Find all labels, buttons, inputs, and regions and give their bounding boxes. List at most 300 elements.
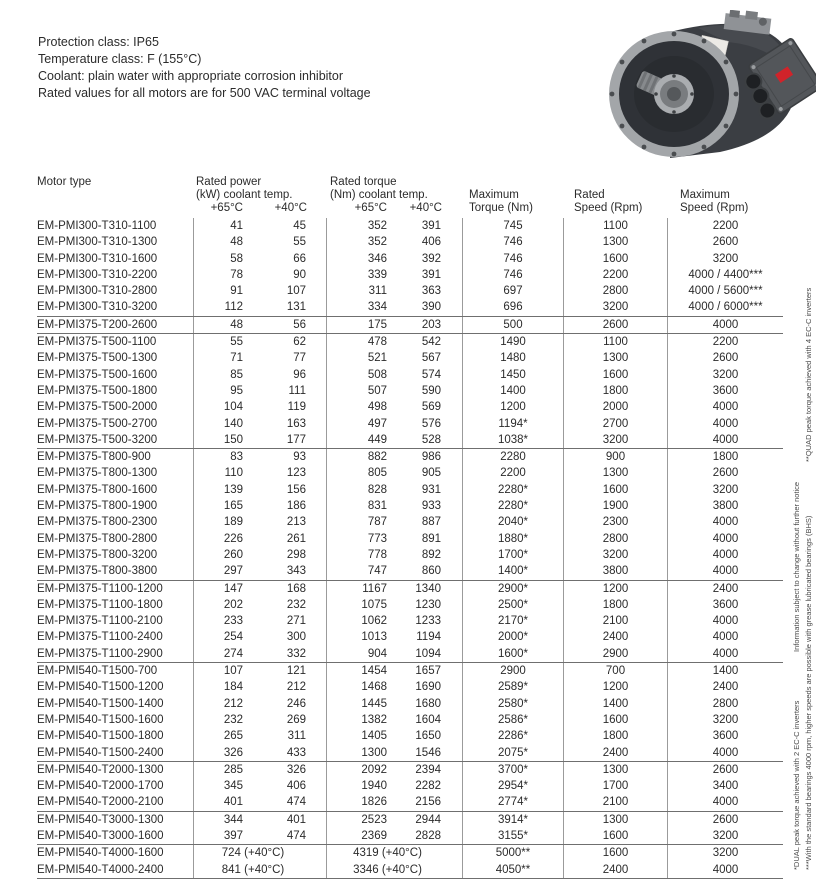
motor-type-cell: EM-PMI375-T800-1900 <box>37 498 194 514</box>
rated-speed-cell: 1200 <box>564 581 668 597</box>
max-torque-cell: 1490 <box>463 334 564 350</box>
motor-type-cell: EM-PMI300-T310-2800 <box>37 283 194 299</box>
rated-speed-cell: 1600 <box>564 367 668 383</box>
rated-power-40-cell: 156 <box>262 482 327 498</box>
rated-speed-cell: 2800 <box>564 283 668 299</box>
rated-speed-cell: 1100 <box>564 218 668 234</box>
max-torque-cell: 2075* <box>463 745 564 761</box>
rated-speed-cell: 1800 <box>564 728 668 744</box>
rated-power-40-cell: 123 <box>262 465 327 481</box>
max-speed-cell: 3600 <box>712 730 739 743</box>
max-speed-cell: 4000 <box>712 631 739 644</box>
rated-torque-40-cell: 1233 <box>395 613 463 629</box>
rated-torque-65-cell: 828 <box>367 483 387 496</box>
col-header-motor-type: Motor type <box>37 176 92 188</box>
spec-info-block <box>38 34 371 102</box>
rated-torque-65-cell: 1445 <box>361 697 387 710</box>
rated-speed-cell: 900 <box>564 449 668 465</box>
table-row <box>37 498 783 514</box>
rated-power-65-cell: 48 <box>230 236 243 249</box>
max-speed-cell: 4000 <box>712 318 739 331</box>
rated-torque-65-cell: 831 <box>367 500 387 513</box>
rated-power-65-cell: 55 <box>230 336 243 349</box>
rated-torque-65-cell: 449 <box>367 433 387 446</box>
max-torque-cell: 696 <box>463 299 564 315</box>
max-torque-cell: 2170* <box>463 613 564 629</box>
rated-power-65-cell: 254 <box>223 631 243 644</box>
table-row <box>37 449 783 465</box>
max-speed-cell: 3600 <box>712 598 739 611</box>
motor-type-cell: EM-PMI375-T500-1600 <box>37 367 194 383</box>
table-group <box>37 812 783 846</box>
motor-type-cell: EM-PMI540-T3000-1600 <box>37 828 194 844</box>
motor-type-cell: EM-PMI375-T500-2000 <box>37 399 194 415</box>
max-speed-cell: 2600 <box>712 467 739 480</box>
rated-torque-65-cell: 507 <box>367 384 387 397</box>
table-row <box>37 563 783 579</box>
motor-type-cell: EM-PMI375-T800-1300 <box>37 465 194 481</box>
motor-type-cell: EM-PMI375-T800-3800 <box>37 563 194 579</box>
rated-power-65-cell: 184 <box>223 681 243 694</box>
rated-speed-cell: 1600 <box>564 845 668 861</box>
motor-type-cell: EM-PMI375-T800-2800 <box>37 531 194 547</box>
table-row <box>37 794 783 810</box>
rated-power-65-cell: 104 <box>223 401 243 414</box>
rated-torque-65-cell: 1468 <box>361 681 387 694</box>
rated-torque-65-cell: 2369 <box>361 829 387 842</box>
table-row <box>37 581 783 597</box>
table-row <box>37 482 783 498</box>
max-torque-cell: 2280* <box>463 498 564 514</box>
col-header-rated-speed: Rated <box>574 189 605 201</box>
table-row <box>37 778 783 794</box>
rated-torque-65-cell: 521 <box>367 352 387 365</box>
rated-torque-40-cell: 567 <box>395 350 463 366</box>
rated-torque-40-cell: 1546 <box>395 745 463 761</box>
max-torque-cell: 1450 <box>463 367 564 383</box>
motor-type-cell: EM-PMI375-T200-2600 <box>37 317 194 333</box>
table-row <box>37 234 783 250</box>
rated-torque-40-cell: 887 <box>395 514 463 530</box>
rated-power-40-cell: 163 <box>262 416 327 432</box>
max-speed-cell: 3200 <box>712 483 739 496</box>
max-speed-cell: 3200 <box>712 252 739 265</box>
rated-power-65-cell: 401 <box>223 796 243 809</box>
rated-torque-65-cell: 882 <box>367 451 387 464</box>
max-speed-cell: 2200 <box>712 220 739 232</box>
rated-speed-cell: 3200 <box>564 547 668 563</box>
rated-torque-40-cell: 391 <box>395 218 463 234</box>
rated-torque-40-cell: 860 <box>395 563 463 579</box>
rated-speed-cell: 1600 <box>564 251 668 267</box>
rated-speed-cell: 2600 <box>564 317 668 333</box>
motor-type-cell: EM-PMI375-T1100-2400 <box>37 629 194 645</box>
rated-speed-cell: 3200 <box>564 432 668 448</box>
col-header-power-40c: +40°C <box>274 202 307 214</box>
rated-torque-40-cell: 905 <box>395 465 463 481</box>
max-speed-cell: 4000 <box>712 516 739 529</box>
motor-type-cell: EM-PMI540-T1500-2400 <box>37 745 194 761</box>
max-speed-cell: 3200 <box>712 829 739 842</box>
motor-type-cell: EM-PMI375-T1100-2100 <box>37 613 194 629</box>
motor-type-cell: EM-PMI300-T310-1100 <box>37 218 194 234</box>
spec-line-temperature-class: Temperature class: F (155°C) <box>38 52 202 66</box>
max-torque-cell: 2500* <box>463 597 564 613</box>
max-speed-cell: 3200 <box>712 368 739 381</box>
rated-power-40-cell: 300 <box>262 629 327 645</box>
rated-torque-40-cell: 542 <box>395 334 463 350</box>
col-header-rated-torque-sub: (Nm) coolant temp. <box>330 189 428 201</box>
motor-type-cell: EM-PMI375-T800-3200 <box>37 547 194 563</box>
rated-power-40-cell: 96 <box>262 367 327 383</box>
max-speed-cell: 3600 <box>712 384 739 397</box>
rated-torque-65-cell: 747 <box>367 565 387 578</box>
rated-torque-65-cell: 1382 <box>361 713 387 726</box>
rated-torque-65-cell: 334 <box>367 301 387 314</box>
rated-power-40-cell: 298 <box>262 547 327 563</box>
rated-power-40-cell: 66 <box>262 251 327 267</box>
rated-power-65-cell: 91 <box>230 285 243 298</box>
rated-speed-cell: 1700 <box>564 778 668 794</box>
table-row <box>37 812 783 828</box>
rated-power-40-cell: 406 <box>262 778 327 794</box>
max-torque-cell: 1600* <box>463 646 564 662</box>
rated-power-40-cell: 93 <box>262 449 327 465</box>
motor-type-cell: EM-PMI375-T1100-1800 <box>37 597 194 613</box>
rated-torque-65-cell: 497 <box>367 417 387 430</box>
max-speed-cell: 4000 / 6000*** <box>688 301 763 314</box>
table-row <box>37 399 783 415</box>
rated-speed-cell: 2000 <box>564 399 668 415</box>
rated-torque-65-cell: 498 <box>367 401 387 414</box>
max-torque-cell: 2580* <box>463 696 564 712</box>
table-group <box>37 845 783 879</box>
rated-power-40-cell: 401 <box>262 812 327 828</box>
rated-power-65-cell: 140 <box>223 417 243 430</box>
motor-type-cell: EM-PMI375-T1100-1200 <box>37 581 194 597</box>
electric-motor-photo <box>598 10 816 168</box>
rated-speed-cell: 1600 <box>564 482 668 498</box>
rated-torque-40-cell: 1657 <box>395 663 463 679</box>
motor-type-cell: EM-PMI540-T4000-1600 <box>37 845 194 861</box>
max-torque-cell: 745 <box>463 218 564 234</box>
footnote-standard-bearings: ***With the standard bearings 4000 rpm, higher speeds are possible with grease lubricated bearings (BHS) <box>804 515 813 870</box>
max-speed-cell: 4000 <box>712 863 739 876</box>
table-group <box>37 762 783 812</box>
rated-speed-cell: 3800 <box>564 563 668 579</box>
max-torque-cell: 1194* <box>463 416 564 432</box>
motor-type-cell: EM-PMI540-T3000-1300 <box>37 812 194 828</box>
motor-type-cell: EM-PMI375-T1100-2900 <box>37 646 194 662</box>
table-row <box>37 679 783 695</box>
rated-torque-40-cell: 1650 <box>395 728 463 744</box>
table-row <box>37 762 783 778</box>
rated-torque-65-cell: 1826 <box>361 796 387 809</box>
rated-power-65-cell: 260 <box>223 548 243 561</box>
rated-speed-cell: 2400 <box>564 862 668 878</box>
table-row <box>37 845 783 861</box>
table-row <box>37 696 783 712</box>
max-speed-cell: 4000 / 5600*** <box>688 285 763 298</box>
rated-torque-65-cell: 1075 <box>361 598 387 611</box>
rated-torque-65-cell: 1454 <box>361 665 387 678</box>
motor-type-cell: EM-PMI540-T1500-1400 <box>37 696 194 712</box>
rated-torque-40-cell: 390 <box>395 299 463 315</box>
rated-torque-65-cell: 2523 <box>361 813 387 826</box>
max-torque-cell: 746 <box>463 234 564 250</box>
rated-power-65-cell: 189 <box>223 516 243 529</box>
rated-power-65-cell: 85 <box>230 368 243 381</box>
max-speed-cell: 2200 <box>712 336 739 349</box>
rated-speed-cell: 2400 <box>564 629 668 645</box>
rated-power-65-cell: 83 <box>230 451 243 464</box>
rated-torque-65-cell: 346 <box>367 252 387 265</box>
rated-power-40-cell: 343 <box>262 563 327 579</box>
rated-power-65-cell: 95 <box>230 384 243 397</box>
table-row <box>37 613 783 629</box>
col-header-rated-torque: Rated torque <box>330 176 397 188</box>
rated-speed-cell: 1300 <box>564 350 668 366</box>
rated-speed-cell: 1200 <box>564 679 668 695</box>
rated-torque-40-cell: 933 <box>395 498 463 514</box>
max-speed-cell: 3200 <box>712 847 739 860</box>
rated-power-65-cell: 202 <box>223 598 243 611</box>
max-speed-cell: 3400 <box>712 780 739 793</box>
max-speed-cell: 4000 <box>712 548 739 561</box>
rated-torque-40-cell: 2156 <box>395 794 463 810</box>
max-torque-cell: 5000** <box>463 845 564 861</box>
rated-speed-cell: 2100 <box>564 794 668 810</box>
rated-power-40-cell: 168 <box>262 581 327 597</box>
table-row <box>37 251 783 267</box>
rated-power-65-cell: 265 <box>223 730 243 743</box>
rated-power-65-cell: 147 <box>223 582 243 595</box>
rated-torque-65-cell: 1013 <box>361 631 387 644</box>
col-header-max-speed: Maximum <box>680 189 730 201</box>
table-row <box>37 416 783 432</box>
rated-torque-65-cell: 904 <box>367 647 387 660</box>
rated-speed-cell: 1800 <box>564 383 668 399</box>
rated-torque-65-cell: 352 <box>367 236 387 249</box>
rated-torque-40-cell: 590 <box>395 383 463 399</box>
rated-torque-40-cell: 2944 <box>395 812 463 828</box>
table-row <box>37 547 783 563</box>
max-torque-cell: 2774* <box>463 794 564 810</box>
motor-type-cell: EM-PMI375-T800-900 <box>37 449 194 465</box>
rated-power-merged-cell: 724 (+40°C) <box>194 845 327 861</box>
rated-speed-cell: 1600 <box>564 828 668 844</box>
rated-torque-40-cell: 1690 <box>395 679 463 695</box>
table-row <box>37 828 783 844</box>
col-header-power-65c: +65°C <box>210 202 243 214</box>
rated-speed-cell: 1300 <box>564 465 668 481</box>
rated-power-40-cell: 121 <box>262 663 327 679</box>
rated-torque-65-cell: 175 <box>367 318 387 331</box>
max-torque-cell: 3155* <box>463 828 564 844</box>
max-speed-cell: 2800 <box>712 697 739 710</box>
rated-power-40-cell: 62 <box>262 334 327 350</box>
table-row <box>37 712 783 728</box>
max-torque-cell: 746 <box>463 267 564 283</box>
rated-torque-40-cell: 1604 <box>395 712 463 728</box>
rated-torque-65-cell: 508 <box>367 368 387 381</box>
col-header-rated-speed-sub: Speed (Rpm) <box>574 202 643 214</box>
rated-power-40-cell: 186 <box>262 498 327 514</box>
rated-torque-40-cell: 569 <box>395 399 463 415</box>
motor-type-cell: EM-PMI540-T1500-1800 <box>37 728 194 744</box>
rated-power-65-cell: 139 <box>223 483 243 496</box>
table-group <box>37 663 783 762</box>
rated-power-40-cell: 246 <box>262 696 327 712</box>
table-row <box>37 218 783 234</box>
motor-type-cell: EM-PMI300-T310-3200 <box>37 299 194 315</box>
col-header-torque-40c: +40°C <box>409 202 442 214</box>
rated-power-40-cell: 433 <box>262 745 327 761</box>
rated-torque-65-cell: 311 <box>368 285 387 298</box>
table-row <box>37 367 783 383</box>
table-row <box>37 629 783 645</box>
max-torque-cell: 1400* <box>463 563 564 579</box>
rated-torque-40-cell: 392 <box>395 251 463 267</box>
rated-torque-40-cell: 2394 <box>395 762 463 778</box>
motor-type-cell: EM-PMI300-T310-1300 <box>37 234 194 250</box>
max-speed-cell: 4000 <box>712 433 739 446</box>
table-group <box>37 581 783 663</box>
rated-power-65-cell: 297 <box>223 565 243 578</box>
rated-power-65-cell: 212 <box>223 697 243 710</box>
rated-speed-cell: 2200 <box>564 267 668 283</box>
rated-power-65-cell: 397 <box>223 829 243 842</box>
motor-type-cell: EM-PMI375-T800-1600 <box>37 482 194 498</box>
max-torque-cell: 1480 <box>463 350 564 366</box>
rated-power-merged-cell: 841 (+40°C) <box>194 862 327 878</box>
rated-speed-cell: 2100 <box>564 613 668 629</box>
rated-torque-65-cell: 478 <box>367 336 387 349</box>
rated-torque-65-cell: 1300 <box>361 746 387 759</box>
rated-torque-65-cell: 787 <box>367 516 387 529</box>
footnote-change-notice: Information subject to change without further notice <box>792 481 801 652</box>
motor-type-cell: EM-PMI300-T310-2200 <box>37 267 194 283</box>
col-header-rated-power: Rated power <box>196 176 262 188</box>
max-torque-cell: 746 <box>463 251 564 267</box>
max-torque-cell: 2040* <box>463 514 564 530</box>
table-row <box>37 299 783 315</box>
max-torque-cell: 3700* <box>463 762 564 778</box>
rated-power-65-cell: 110 <box>224 467 243 480</box>
motor-type-cell: EM-PMI540-T2000-2100 <box>37 794 194 810</box>
motor-type-cell: EM-PMI300-T310-1600 <box>37 251 194 267</box>
rated-power-40-cell: 45 <box>262 218 327 234</box>
max-torque-cell: 2200 <box>463 465 564 481</box>
table-group <box>37 218 783 317</box>
rated-speed-cell: 1800 <box>564 597 668 613</box>
rated-power-40-cell: 212 <box>262 679 327 695</box>
rated-power-65-cell: 233 <box>223 615 243 628</box>
table-row <box>37 663 783 679</box>
rated-power-65-cell: 226 <box>223 532 243 545</box>
table-row <box>37 317 783 333</box>
spec-line-coolant: Coolant: plain water with appropriate corrosion inhibitor <box>38 69 344 83</box>
rated-power-40-cell: 326 <box>262 762 327 778</box>
rated-speed-cell: 1300 <box>564 812 668 828</box>
rated-torque-40-cell: 574 <box>395 367 463 383</box>
rated-torque-40-cell: 203 <box>395 317 463 333</box>
table-row <box>37 862 783 878</box>
max-speed-cell: 2400 <box>712 582 739 595</box>
rated-power-40-cell: 177 <box>262 432 327 448</box>
rated-torque-40-cell: 986 <box>395 449 463 465</box>
col-header-max-speed-sub: Speed (Rpm) <box>680 202 749 214</box>
max-speed-cell: 2600 <box>712 236 739 249</box>
rated-power-40-cell: 332 <box>262 646 327 662</box>
rated-power-40-cell: 90 <box>262 267 327 283</box>
rated-power-65-cell: 345 <box>223 780 243 793</box>
rated-torque-40-cell: 391 <box>395 267 463 283</box>
rated-power-40-cell: 232 <box>262 597 327 613</box>
rated-power-65-cell: 41 <box>230 220 243 232</box>
rated-torque-65-cell: 1940 <box>361 780 387 793</box>
max-torque-cell: 1200 <box>463 399 564 415</box>
rated-speed-cell: 1900 <box>564 498 668 514</box>
motor-type-cell: EM-PMI375-T800-2300 <box>37 514 194 530</box>
rated-power-65-cell: 78 <box>230 268 243 281</box>
table-row <box>37 465 783 481</box>
motor-hub-cap <box>667 87 681 101</box>
rated-torque-40-cell: 931 <box>395 482 463 498</box>
rated-torque-65-cell: 778 <box>367 548 387 561</box>
rated-torque-65-cell: 2092 <box>361 763 387 776</box>
rated-power-40-cell: 311 <box>262 728 327 744</box>
max-torque-cell: 1400 <box>463 383 564 399</box>
table-row <box>37 514 783 530</box>
footnote-dual-torque: *DUAL peak torque achieved with 2 EC-C inverters <box>792 700 801 870</box>
motor-type-cell: EM-PMI540-T1500-1600 <box>37 712 194 728</box>
rated-power-40-cell: 119 <box>262 399 327 415</box>
rated-speed-cell: 700 <box>564 663 668 679</box>
motor-type-cell: EM-PMI375-T500-3200 <box>37 432 194 448</box>
max-torque-cell: 2589* <box>463 679 564 695</box>
rated-speed-cell: 3200 <box>564 299 668 315</box>
rated-speed-cell: 1300 <box>564 234 668 250</box>
max-speed-cell: 4000 <box>712 565 739 578</box>
max-torque-cell: 2900* <box>463 581 564 597</box>
table-row <box>37 728 783 744</box>
max-torque-cell: 4050** <box>463 862 564 878</box>
col-header-torque-65c: +65°C <box>354 202 387 214</box>
max-torque-cell: 697 <box>463 283 564 299</box>
table-row <box>37 267 783 283</box>
rated-power-40-cell: 271 <box>262 613 327 629</box>
max-torque-cell: 500 <box>463 317 564 333</box>
rated-power-65-cell: 150 <box>223 433 243 446</box>
max-speed-cell: 4000 <box>712 401 739 414</box>
rated-torque-65-cell: 1405 <box>361 730 387 743</box>
rated-torque-65-cell: 805 <box>367 467 387 480</box>
rated-power-40-cell: 474 <box>262 828 327 844</box>
motor-type-cell: EM-PMI375-T500-1100 <box>37 334 194 350</box>
table-row <box>37 745 783 761</box>
rated-torque-40-cell: 2828 <box>395 828 463 844</box>
rated-torque-40-cell: 1230 <box>395 597 463 613</box>
col-header-max-torque: Maximum <box>469 189 519 201</box>
rated-torque-65-cell: 339 <box>367 268 387 281</box>
table-body <box>37 218 783 879</box>
max-speed-cell: 4000 <box>712 746 739 759</box>
rated-speed-cell: 2400 <box>564 745 668 761</box>
max-torque-cell: 2280 <box>463 449 564 465</box>
rated-speed-cell: 2900 <box>564 646 668 662</box>
table-row <box>37 334 783 350</box>
